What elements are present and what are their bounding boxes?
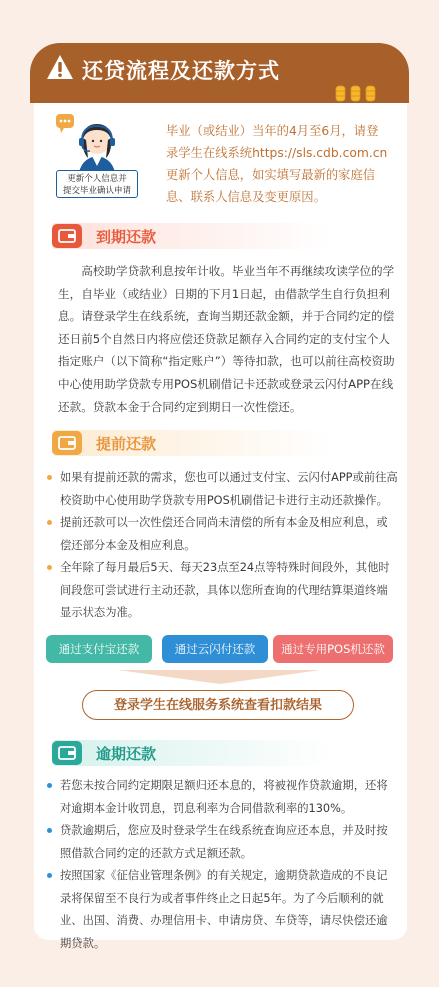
due-repayment-text: 高校助学贷款利息按年计收。毕业当年不再继续攻读学位的学生，自毕业（或结业）日期的下月1日起，由借款学生自行负担利息。请登录学生在线系统，查询当期还款金额，并于合同约定的偿还日前5个自然日内将应偿还贷款足额存入合同约定的支付宝个人指定账户（以下简称“指定账户”）等待扣款，也可以前往高校资助中心使用助学贷款专用POS机刷借记卡还款或登录云闪付APP在线还款。贷款本金于合同约定到期日一次性偿还。 — [58, 264, 395, 414]
bullet-dot — [47, 565, 52, 570]
agent-caption-line1: 更新个人信息并 — [67, 174, 127, 184]
early-repayment-title: 提前还款 — [96, 435, 157, 453]
arrow-down-icon — [118, 670, 321, 684]
bullet-dot — [47, 520, 52, 525]
alipay-repay-button[interactable]: 通过支付宝还款 — [46, 635, 152, 663]
list-item-text: 按照国家《征信业管理条例》的有关规定，逾期贷款造成的不良记录将保留至不良行为或者事件终止之日起5年。为了今后顺利的就业、出国、消费、办理信用卡、申请房贷、车贷等，请尽快偿还逾期贷款。 — [60, 869, 388, 950]
view-deduction-result-button[interactable]: 登录学生在线服务系统查看扣款结果 — [82, 690, 354, 720]
coin-stack-icon — [334, 82, 378, 104]
list-item-text: 贷款逾期后，您应及时登录学生在线系统查询应还本息，并及时按照借款合同约定的还款方式足额还款。 — [60, 824, 388, 860]
bullet-dot — [47, 475, 52, 480]
wallet-icon — [52, 224, 82, 248]
list-item — [46, 512, 398, 557]
list-item — [46, 557, 398, 625]
list-item-text: 如果有提前还款的需求，您也可以通过支付宝、云闪付APP或前往高校资助中心使用助学贷款专用POS机刷借记卡进行主动还款操作。 — [60, 471, 398, 507]
list-item — [46, 467, 398, 512]
unionpay-repay-button[interactable]: 通过云闪付还款 — [162, 635, 268, 663]
bullet-dot — [47, 783, 52, 788]
bullet-dot — [47, 828, 52, 833]
bullet-dot — [47, 873, 52, 878]
wallet-icon — [52, 431, 82, 455]
list-item — [46, 820, 398, 865]
agent-caption-line2: 提交毕业确认申请 — [62, 186, 131, 196]
due-repayment-title: 到期还款 — [96, 228, 157, 246]
list-item — [46, 775, 398, 820]
list-item-text: 若您未按合同约定期限足额归还本息的，将被视作贷款逾期，还将对逾期本金计收罚息，罚息利率为合同借款利率的130%。 — [60, 779, 388, 815]
agent-caption — [56, 170, 138, 198]
overdue-repayment-list — [46, 775, 398, 955]
pos-repay-button[interactable]: 通过专用POS机还款 — [273, 635, 393, 663]
early-repayment-list — [46, 467, 398, 625]
warning-icon — [46, 54, 74, 80]
list-item-text: 全年除了每月最后5天、每天23点至24点等特殊时间段外，其他时间段您可尝试进行主动还款，具体以您所查询的代理结算渠道终端显示状态为准。 — [60, 561, 390, 619]
wallet-icon — [52, 741, 82, 765]
list-item-text: 提前还款可以一次性偿还合同尚未清偿的所有本金及相应利息，或偿还部分本金及相应利息。 — [60, 516, 388, 552]
overdue-repayment-title: 逾期还款 — [96, 745, 157, 763]
intro-text: 毕业（或结业）当年的4月至6月，请登录学生在线系统https://sls.cdb.com.cn更新个人信息，如实填写最新的家庭信息、联系人信息及变更原因。 — [166, 124, 388, 204]
list-item — [46, 865, 398, 955]
page-title: 还贷流程及还款方式 — [82, 59, 280, 83]
